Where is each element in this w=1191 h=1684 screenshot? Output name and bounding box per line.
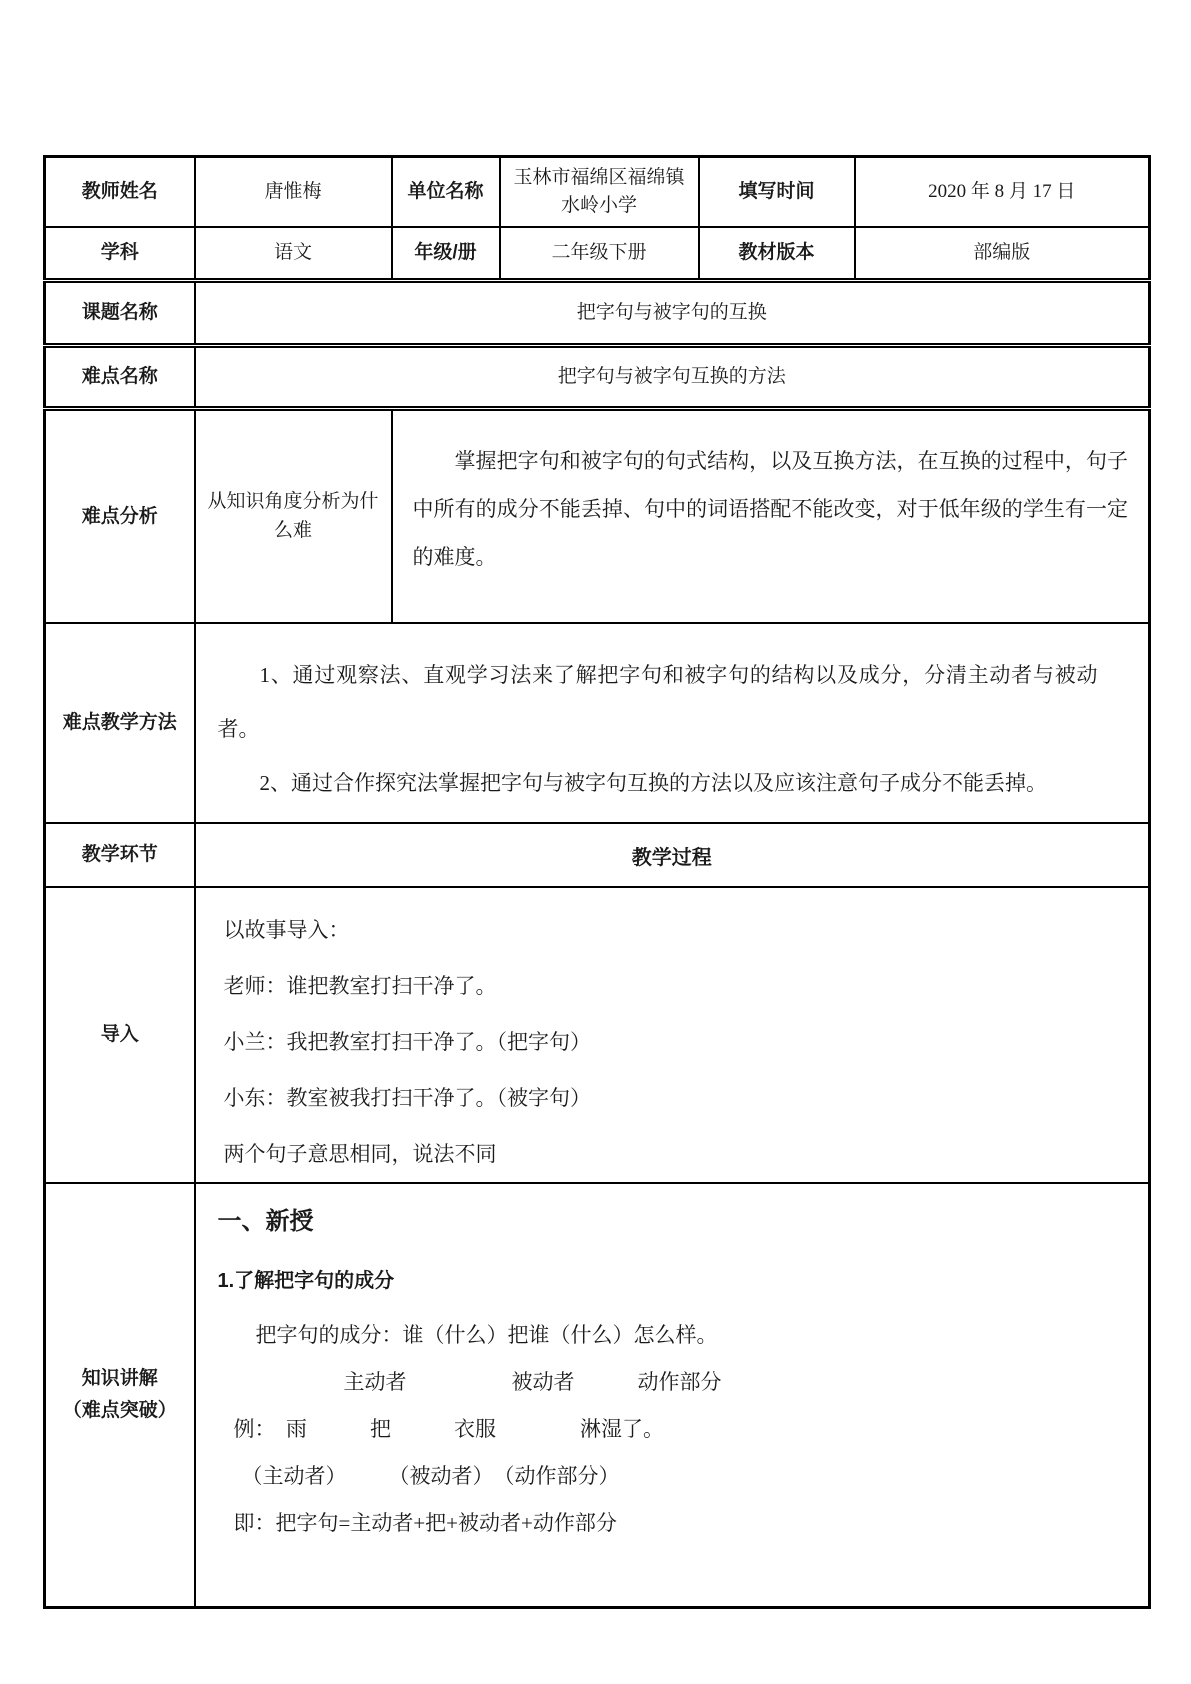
table-row-process-header	[45, 823, 1150, 887]
intro-line: 小东：教室被我打扫干净了。（被字句）	[223, 1086, 591, 1110]
table-row-topic	[45, 281, 1150, 346]
process-stage-label: 教学环节	[45, 823, 195, 887]
section-subheading: 1.了解把字句的成分	[217, 1270, 395, 1292]
table-row-teacher	[45, 157, 1150, 228]
unit-name-label: 单位名称	[392, 157, 500, 228]
teaching-method-item: 2、通过合作探究法掌握把字句与被字句互换的方法以及应该注意句子成分不能丢掉。	[259, 771, 1047, 795]
fill-date-label: 填写时间	[699, 157, 855, 228]
knowledge-label-line1: 知识讲解	[81, 1368, 158, 1389]
table-row-intro	[45, 887, 1150, 1183]
edition-value: 部编版	[855, 227, 1150, 281]
teacher-name-label: 教师姓名	[45, 157, 195, 228]
knowledge-label	[45, 1183, 195, 1608]
teaching-methods-cell	[195, 623, 1150, 823]
teaching-methods-label: 难点教学方法	[45, 623, 195, 823]
fill-date-value: 2020 年 8 月 17 日	[855, 157, 1150, 228]
grade-label: 年级/册	[392, 227, 500, 281]
knowledge-line: （主动者） （被动者） （动作部分）	[241, 1464, 620, 1488]
knowledge-line: 即：把字句=主动者+把+被动者+动作部分	[233, 1511, 617, 1535]
analysis-text: 掌握把字句和被字句的句式结构，以及互换方法，在互换的过程中，句子中所有的成分不能丢掉、句中的词语搭配不能改变，对于低年级的学生有一定的难度。	[412, 449, 1128, 569]
knowledge-line: 例： 雨 把 衣服 淋湿了。	[233, 1417, 664, 1441]
topic-label: 课题名称	[45, 281, 195, 346]
knowledge-content-cell	[195, 1183, 1150, 1608]
process-title: 教学过程	[195, 823, 1150, 887]
difficulty-name-value: 把字句与被字句互换的方法	[195, 346, 1150, 409]
knowledge-label-line2: （难点突破）	[62, 1400, 177, 1421]
table-row-difficulty-analysis	[45, 409, 1150, 624]
subject-value: 语文	[195, 227, 392, 281]
intro-line: 以故事导入：	[223, 918, 350, 942]
teacher-name-value: 唐惟梅	[195, 157, 392, 228]
difficulty-name-label: 难点名称	[45, 346, 195, 409]
edition-label: 教材版本	[699, 227, 855, 281]
section-heading: 一、新授	[217, 1208, 314, 1235]
grade-value: 二年级下册	[500, 227, 699, 281]
intro-label: 导入	[45, 887, 195, 1183]
intro-line: 两个句子意思相同，说法不同	[223, 1142, 497, 1166]
table-row-subject	[45, 227, 1150, 281]
lesson-plan-sheet	[43, 155, 1148, 1609]
teaching-method-item: 1、通过观察法、直观学习法来了解把字句和被字句的结构以及成分，分清主动者与被动者。	[217, 663, 1098, 741]
intro-line: 小兰：我把教室打扫干净了。（把字句）	[223, 1030, 591, 1054]
knowledge-line: 主动者 被动者 动作部分	[217, 1370, 722, 1394]
lesson-plan-table	[43, 155, 1151, 1609]
intro-line: 老师：谁把教室打扫干净了。	[223, 974, 497, 998]
table-row-difficulty-name	[45, 346, 1150, 409]
analysis-angle: 从知识角度分析为什么难	[195, 409, 392, 624]
topic-value: 把字句与被字句的互换	[195, 281, 1150, 346]
subject-label: 学科	[45, 227, 195, 281]
analysis-content-cell	[392, 409, 1150, 624]
table-row-knowledge	[45, 1183, 1150, 1608]
unit-name-value: 玉林市福绵区福绵镇水岭小学	[500, 157, 699, 228]
table-row-teaching-methods	[45, 623, 1150, 823]
intro-content-cell	[195, 887, 1150, 1183]
difficulty-analysis-label: 难点分析	[45, 409, 195, 624]
knowledge-line: 把字句的成分：谁（什么）把谁（什么）怎么样。	[255, 1323, 718, 1347]
